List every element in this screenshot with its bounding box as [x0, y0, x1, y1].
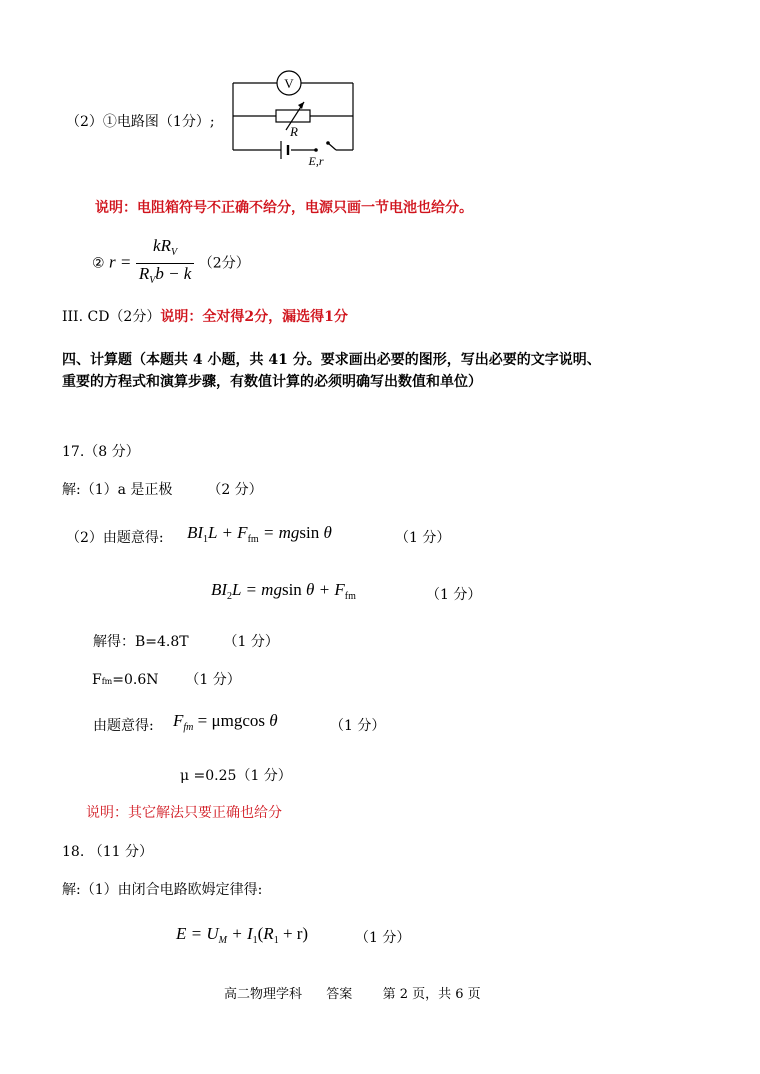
q17-eq1: $BI_1L + F_{fm} = mgsin$ θ [187, 523, 332, 545]
q17-result-b [93, 631, 279, 651]
q18-title: 18. （11 分） [62, 844, 153, 860]
q16-part3 [62, 306, 348, 326]
q17-eq3: $F_{fm} = \mu mgcos$ θ [173, 711, 278, 733]
q16-note1: 说明：电阻箱符号不正确不给分，电源只画一节电池也给分。 [95, 200, 473, 216]
q17-eq2: $BI_2L = mgsin$ $\theta + F_{fm}$ [211, 580, 356, 602]
formula-fraction [136, 236, 195, 291]
q17-eq3-points: （1 分） [330, 718, 386, 734]
formula-den-a: R [138, 264, 150, 283]
formula-num-sub: V [170, 247, 178, 258]
footer-page: 第 2 页，共 6 页 [382, 987, 481, 1002]
footer-type: 答案 [326, 987, 353, 1002]
q17-ans1 [62, 479, 263, 499]
footer-subject: 高二物理学科 [224, 987, 303, 1002]
q17-result-f [92, 669, 241, 689]
q16-part3-note: 说明：全对得2分，漏选得1分 [160, 309, 348, 325]
formula-lhs: r = [109, 252, 132, 272]
resistor-label: R [290, 124, 298, 139]
q18-ans1: 解:（1）由闭合电路欧姆定律得: [62, 882, 263, 898]
q16-part2-label: （2）①电路图（1分）; [66, 114, 215, 130]
section4-line2: 重要的方程式和演算步骤，有数值计算的必须明确写出数值和单位） [62, 374, 482, 390]
circuit-diagram [224, 64, 360, 170]
voltmeter-label: V [284, 76, 294, 91]
q17-ans2-label: （2）由题意得: [66, 530, 164, 546]
formula-points: （2分） [198, 255, 250, 272]
q17-eq1-points: （1 分） [395, 530, 451, 546]
q17-result-b-points: （1 分） [223, 634, 279, 650]
q18-eq1: $E = U_M + I_1(R_1 + r)$ [176, 924, 309, 946]
section4-line1: 四、计算题（本题共 4 小题，共 41 分。要求画出必要的图形，写出必要的文字说明、 [62, 352, 601, 368]
q17-ans1-points: （2 分） [207, 482, 263, 498]
q17-result-f-sub: fm [101, 677, 113, 686]
q17-result-mu: μ =0.25（1 分） [180, 768, 292, 784]
q18-eq1-points: （1 分） [355, 930, 411, 946]
q17-note: 说明：其它解法只要正确也给分 [86, 805, 282, 821]
q17-title: 17.（8 分） [62, 444, 140, 460]
formula-num: kR [153, 236, 171, 255]
q17-result-f-val: =0.6N [112, 672, 159, 688]
q16-formula [92, 236, 250, 291]
formula-den-sub: V [149, 275, 156, 286]
q17-eq3-label: 由题意得: [93, 718, 154, 734]
q17-eq2-points: （1 分） [426, 587, 482, 603]
q17-result-b-text: 解得：B=4.8T [93, 634, 189, 650]
formula-den-b: b − k [155, 264, 192, 283]
q17-result-f-points: （1 分） [185, 672, 241, 688]
q17-ans1-text: 解:（1）a 是正极 [62, 482, 173, 498]
source-label: E,r [308, 154, 324, 168]
q17-result-f-main: F [92, 672, 102, 688]
formula-prefix: ② [92, 255, 105, 272]
page-footer [224, 983, 481, 1002]
q16-part3-answer: III. CD（2分） [62, 309, 161, 325]
